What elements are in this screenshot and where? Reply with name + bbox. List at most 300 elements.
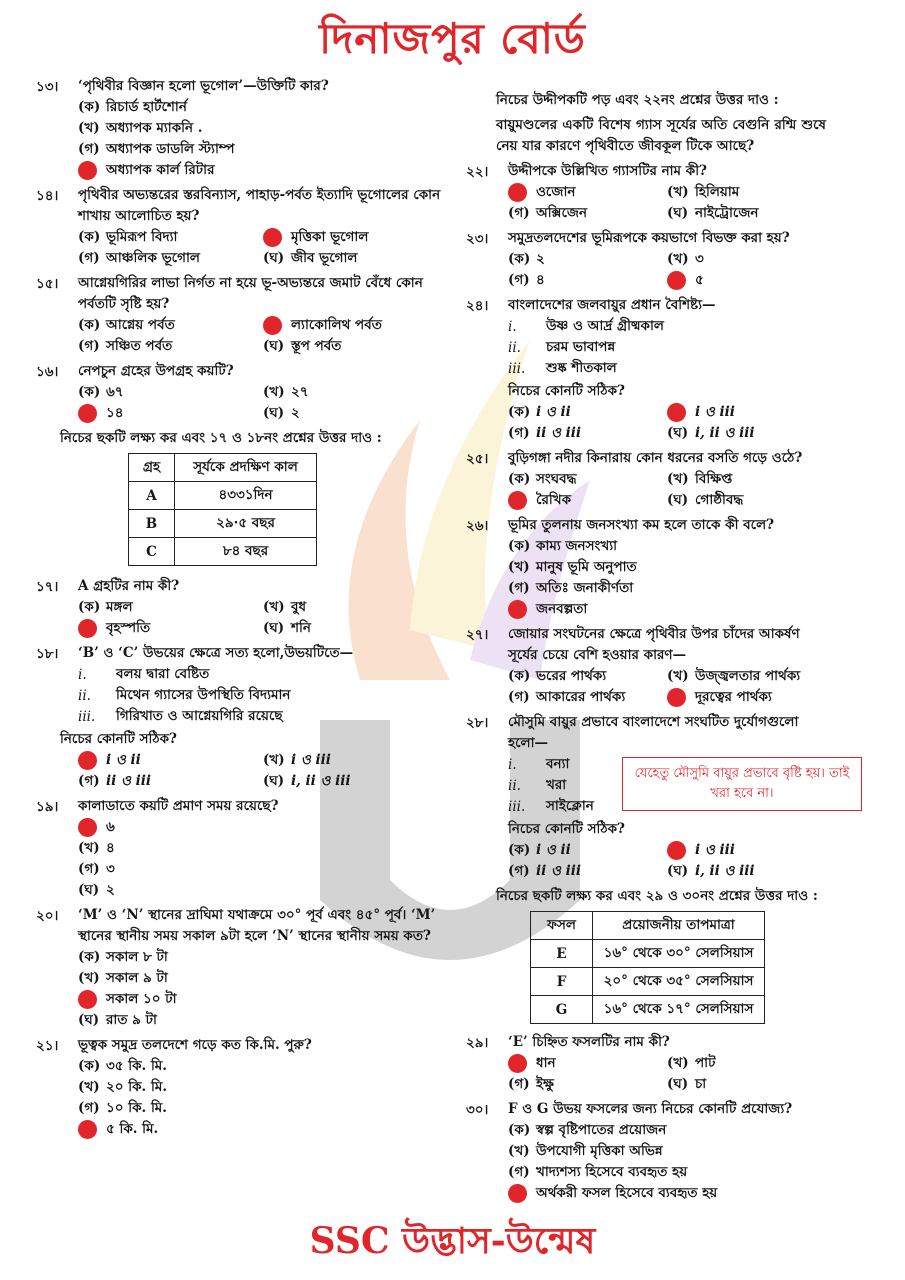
statement <box>508 316 826 337</box>
option[interactable] <box>667 1053 826 1074</box>
option[interactable] <box>263 771 448 792</box>
question-text: ‘E’ চিহ্নিত ফসলটির নাম কী? <box>508 1034 670 1050</box>
option-text: অধ্যাপক ম্যাকনি . <box>106 120 203 136</box>
option[interactable] <box>508 469 667 490</box>
option-marker: (খ) <box>78 120 100 136</box>
option[interactable] <box>263 618 448 639</box>
option[interactable] <box>667 203 826 224</box>
option-marker: (গ) <box>508 205 530 221</box>
option[interactable] <box>78 968 448 989</box>
question-number: ২১। <box>36 1038 59 1054</box>
sub-question: নিচের কোনটি সঠিক? <box>508 821 625 837</box>
option[interactable] <box>667 666 826 687</box>
question-21 <box>36 1035 448 1140</box>
option-correct[interactable] <box>78 160 448 181</box>
option-text: অক্সিজেন <box>536 205 588 221</box>
option[interactable] <box>508 203 667 224</box>
option-marker: (ঘ) <box>667 205 689 221</box>
question-text: ভূমির তুলনায় জনসংখ্যা কম হলে তাকে কী বলে? <box>508 517 775 533</box>
option-marker: (ক) <box>78 229 101 245</box>
statement-text: চরম ভাবাপন্ন <box>546 339 616 355</box>
statement-text: বন্যা <box>546 756 570 772</box>
statement-numeral: i. <box>78 666 87 683</box>
option-text: আকারের পার্থক্য <box>536 689 626 705</box>
question-text: আগ্নেয়গিরির লাভা নির্গত না হয়ে ভূ-অভ্যন্তরে জমাট বেঁধে কোন পর্বতটি সৃষ্টি হয়? <box>78 275 423 312</box>
option-text: উজ্জ্বলতার পার্থক্য <box>695 668 801 684</box>
option[interactable] <box>508 1162 826 1183</box>
option[interactable] <box>508 423 667 444</box>
option-text: ২ <box>536 251 545 267</box>
option-correct[interactable] <box>508 599 826 620</box>
option-text: পাট <box>695 1055 716 1071</box>
option[interactable] <box>78 1056 448 1077</box>
option[interactable] <box>508 402 667 423</box>
option[interactable] <box>78 838 448 859</box>
question-number: ২৭। <box>466 627 489 643</box>
option-text: সকাল ৮ টা <box>106 949 168 965</box>
table-row <box>531 996 765 1024</box>
option[interactable] <box>667 490 826 511</box>
table-cell: F <box>531 968 593 996</box>
option[interactable] <box>78 947 448 968</box>
option-marker: (ক) <box>508 404 531 420</box>
answer-dot-icon <box>78 160 106 181</box>
question-text: কালাডাতে কয়টি প্রমাণ সময় রয়েছে? <box>78 798 279 814</box>
option[interactable] <box>667 1074 826 1095</box>
option[interactable] <box>263 403 448 424</box>
option-marker: (খ) <box>508 559 530 575</box>
question-number: ১৯। <box>36 799 59 815</box>
table-row <box>129 510 317 538</box>
option[interactable] <box>508 578 826 599</box>
option[interactable] <box>508 270 667 291</box>
option[interactable] <box>78 248 263 269</box>
question-19 <box>36 796 448 901</box>
option-marker: (ঘ) <box>667 425 689 441</box>
option-text: মৃত্তিকা ভূগোল <box>291 229 369 245</box>
option[interactable] <box>508 861 667 882</box>
option-marker: (গ) <box>508 1164 530 1180</box>
option[interactable] <box>78 118 448 139</box>
table-cell: ৪৩৩১দিন <box>175 482 317 510</box>
option-marker: (গ) <box>508 425 530 441</box>
table-header: গ্রহ <box>129 454 175 482</box>
option-text: ii ও iii <box>106 773 151 789</box>
option[interactable] <box>263 382 448 403</box>
option[interactable] <box>508 557 826 578</box>
option-text: ৫ <box>695 272 704 288</box>
option-text: গোষ্ঠীবদ্ধ <box>695 492 744 508</box>
answer-dot-icon <box>508 599 536 620</box>
option[interactable] <box>667 861 826 882</box>
question-14 <box>36 185 448 269</box>
option-text: আগ্নেয় পর্বত <box>106 317 175 333</box>
statement-text: সাইক্লোন <box>546 798 594 814</box>
option-text: সকাল ১০ টা <box>106 991 177 1007</box>
planet-table <box>128 453 317 566</box>
option-text: অধ্যাপক কার্ল রিটার <box>106 162 215 178</box>
option-correct[interactable] <box>78 1119 448 1140</box>
question-17 <box>36 576 448 639</box>
option-marker: (গ) <box>78 861 100 877</box>
option-text: ওজোন <box>536 184 576 200</box>
option-text: সকাল ৯ টা <box>106 970 168 986</box>
option[interactable] <box>667 423 826 444</box>
option[interactable] <box>78 1077 448 1098</box>
question-number: ২৩। <box>466 231 489 247</box>
option[interactable] <box>78 1098 448 1119</box>
answer-dot-icon <box>667 840 695 861</box>
answer-dot-icon <box>667 687 695 708</box>
option-text: চা <box>695 1076 707 1092</box>
answer-dot-icon <box>78 618 106 639</box>
option[interactable] <box>78 771 263 792</box>
option-text: ৪ <box>106 840 115 856</box>
option[interactable] <box>263 597 448 618</box>
option-correct[interactable] <box>78 750 263 771</box>
question-text: F ও G উভয় ফসলের জন্য নিচের কোনটি প্রযোজ্য? <box>508 1101 793 1117</box>
answer-dot-icon <box>667 270 695 291</box>
option-text: অর্থকরী ফসল হিসেবে ব্যবহৃত হয় <box>536 1185 718 1201</box>
option-text: ৬ <box>106 819 115 835</box>
option[interactable] <box>508 249 667 270</box>
answer-dot-icon <box>667 402 695 423</box>
option-correct[interactable] <box>508 1053 667 1074</box>
question-number: ১৩। <box>36 79 59 95</box>
option[interactable] <box>508 1074 667 1095</box>
option-text: জনবল্পতা <box>536 601 588 617</box>
statement-numeral: ii. <box>78 687 91 704</box>
option-marker: (ক) <box>78 599 101 615</box>
stem-instruction: নিচের ছকটি লক্ষ্য কর এবং ১৭ ও ১৮নং প্রশ্নের উত্তর দাও : <box>60 430 382 446</box>
option-text: i ও iii <box>695 404 735 420</box>
option-correct[interactable] <box>667 687 826 708</box>
question-22 <box>466 161 826 224</box>
statement <box>78 664 448 685</box>
question-text: মৌসুমি বায়ুর প্রভাবে বাংলাদেশে সংঘটিত দুর্যোগগুলো হলো— <box>508 714 799 751</box>
table-row <box>531 940 765 968</box>
option[interactable] <box>508 1141 826 1162</box>
option[interactable] <box>78 139 448 160</box>
option[interactable] <box>263 750 448 771</box>
option-text: ২৭ <box>291 384 309 400</box>
question-13 <box>36 76 448 181</box>
table-cell: ২০° থেকে ৩৫° সেলসিয়াস <box>593 968 765 996</box>
option-text: সঞ্চিত পর্বত <box>106 338 173 354</box>
option-text: উপযোগী মৃত্তিকা অভিন্ন <box>536 1143 663 1159</box>
statement-text: শুষ্ক শীতকাল <box>546 360 617 376</box>
option-marker: (ক) <box>508 842 531 858</box>
option-correct[interactable] <box>78 618 263 639</box>
table-cell: B <box>129 510 175 538</box>
statement-numeral: ii. <box>508 777 521 794</box>
option-marker: (গ) <box>78 1100 100 1116</box>
option-correct[interactable] <box>78 989 448 1010</box>
option-text: দূরত্বের পার্থক্য <box>695 689 772 705</box>
option-marker: (ঘ) <box>78 1012 100 1028</box>
table-header: প্রয়োজনীয় তাপমাত্রা <box>593 912 765 940</box>
option-text: স্তূপ পর্বত <box>291 338 342 354</box>
option-correct[interactable] <box>667 840 826 861</box>
option-text: ভরের পার্থক্য <box>536 668 607 684</box>
answer-dot-icon <box>508 182 536 203</box>
option[interactable] <box>78 880 448 901</box>
option-text: খাদ্যশস্য হিসেবে ব্যবহৃত হয় <box>536 1164 688 1180</box>
option[interactable] <box>508 1120 826 1141</box>
question-number: ২৪। <box>466 298 489 314</box>
option-marker: (খ) <box>667 668 689 684</box>
option-text: হিলিয়াম <box>695 184 740 200</box>
option-text: i, ii ও iii <box>291 773 351 789</box>
statement-numeral: i. <box>508 756 517 773</box>
answer-dot-icon <box>78 403 106 424</box>
answer-dot-icon <box>78 1119 106 1140</box>
option-text: ইক্ষু <box>536 1076 554 1092</box>
option-text: বুধ <box>291 599 307 615</box>
option-text: ৩ <box>106 861 115 877</box>
sub-question: নিচের কোনটি সঠিক? <box>508 383 625 399</box>
right-column <box>466 86 826 1208</box>
option-text: ৬৭ <box>106 384 124 400</box>
option-correct[interactable] <box>78 403 263 424</box>
stem-instruction: নিচের ছকটি লক্ষ্য কর এবং ২৯ ও ৩০নং প্রশ্নের উত্তর দাও : <box>496 888 818 904</box>
answer-dot-icon <box>508 490 536 511</box>
question-text: নেপচুন গ্রহের উপগ্রহ কয়টি? <box>78 363 234 379</box>
statement-numeral: iii. <box>78 708 96 725</box>
option-marker: (খ) <box>78 970 100 986</box>
option-marker: (ঘ) <box>263 250 285 266</box>
option[interactable] <box>78 597 263 618</box>
answer-dot-icon <box>78 989 106 1010</box>
table-cell: E <box>531 940 593 968</box>
question-number: ২০। <box>36 908 59 924</box>
option-marker: (ঘ) <box>263 405 285 421</box>
question-text: ‘B’ ও ‘C’ উভয়ের ক্ষেত্রে সত্য হলো,উভয়টিতে— <box>78 645 354 661</box>
option-text: শনি <box>291 620 311 636</box>
option-text: ৩৫ কি. মি. <box>106 1058 168 1074</box>
option-marker: (খ) <box>508 1143 530 1159</box>
option-marker: (ক) <box>508 471 531 487</box>
option-marker: (গ) <box>508 580 530 596</box>
table-cell: C <box>129 538 175 566</box>
question-number: ২২। <box>466 164 489 180</box>
option-text: i, ii ও iii <box>695 863 755 879</box>
option-text: ধান <box>536 1055 556 1071</box>
option-correct[interactable] <box>508 182 667 203</box>
option-text: ১০ কি. মি. <box>106 1100 168 1116</box>
option[interactable] <box>667 469 826 490</box>
question-30 <box>466 1099 826 1204</box>
table-cell: ৮৪ বছর <box>175 538 317 566</box>
question-25 <box>466 448 826 511</box>
option[interactable] <box>78 97 448 118</box>
option[interactable] <box>667 249 826 270</box>
left-column <box>36 76 448 1144</box>
option[interactable] <box>78 1010 448 1031</box>
table-cell: ১৬° থেকে ৩০° সেলসিয়াস <box>593 940 765 968</box>
statement-text: গিরিখাত ও আগ্নেয়গিরি রয়েছে <box>116 708 283 724</box>
option[interactable] <box>508 687 667 708</box>
table-row <box>129 482 317 510</box>
option-marker: (গ) <box>78 250 100 266</box>
option-text: ২০ কি. মি. <box>106 1079 168 1095</box>
option[interactable] <box>667 182 826 203</box>
page-title: দিনাজপুর বোর্ড <box>319 14 586 63</box>
table-row <box>129 538 317 566</box>
option-text: ৩ <box>695 251 704 267</box>
option-text: i ও ii <box>536 404 571 420</box>
option-correct[interactable] <box>667 270 826 291</box>
option[interactable] <box>508 666 667 687</box>
question-15 <box>36 273 448 357</box>
option-text: স্বল্প বৃষ্টিপাতের প্রয়োজন <box>536 1122 667 1138</box>
option[interactable] <box>508 536 826 557</box>
explanation-note: যেহেতু মৌসুমি বায়ুর প্রভাবে বৃষ্টি হয়। তাই খরা হবে না। <box>622 757 862 811</box>
option-marker: (ক) <box>508 538 531 554</box>
option-marker: (ক) <box>78 384 101 400</box>
statement-text: খরা <box>546 777 567 793</box>
option-text: অতিঃ জনাকীর্ণতা <box>536 580 634 596</box>
option-marker: (খ) <box>263 384 285 400</box>
stimulus-text: বায়ুমণ্ডলের একটি বিশেষ গ্যাস সূর্যের অতি বেগুনি রশ্মি শুষে নেয় যার কারণে পৃথিবীতে জীবকূল টিকে আছে? <box>496 117 826 154</box>
option-marker: (গ) <box>78 141 100 157</box>
option[interactable] <box>263 248 448 269</box>
table-cell: G <box>531 996 593 1024</box>
option-marker: (খ) <box>263 752 285 768</box>
option-text: ৫ কি. মি. <box>106 1121 159 1137</box>
option-marker: (ক) <box>508 1122 531 1138</box>
option-correct[interactable] <box>263 315 448 336</box>
option-marker: (ক) <box>78 949 101 965</box>
stem-instruction: নিচের উদ্দীপকটি পড় এবং ২২নং প্রশ্নের উত্তর দাও : <box>496 92 779 108</box>
option[interactable] <box>78 859 448 880</box>
question-number: ১৭। <box>36 579 59 595</box>
question-number: ১৪। <box>36 188 59 204</box>
question-text: ‘পৃথিবীর বিজ্ঞান হলো ভূগোল’—উক্তিটি কার? <box>78 78 329 94</box>
option-marker: (খ) <box>667 1055 689 1071</box>
option-correct[interactable] <box>78 817 448 838</box>
question-text: পৃথিবীর অভ্যন্তরের স্তরবিন্যাস, পাহাড়-পর্বত ইত্যাদি ভূগোলের কোন শাখায় আলোচিত হয়? <box>78 187 441 224</box>
option-text: ii ও iii <box>536 863 581 879</box>
option-text: কাম্য জনসংখ্যা <box>536 538 618 554</box>
question-number: ১৬। <box>36 364 59 380</box>
table-header: ফসল <box>531 912 593 940</box>
option-correct[interactable] <box>508 490 667 511</box>
question-24 <box>466 295 826 444</box>
statement-numeral: iii. <box>508 798 526 815</box>
option-text: রৈখিক <box>536 492 572 508</box>
option-text: i ও ii <box>536 842 571 858</box>
option-marker: (গ) <box>78 773 100 789</box>
option-text: সংঘবদ্ধ <box>536 471 577 487</box>
option-marker: (গ) <box>508 1076 530 1092</box>
crop-table <box>530 911 765 1024</box>
question-text: উদ্দীপকে উল্লিখিত গ্যাসটির নাম কী? <box>508 163 707 179</box>
option[interactable] <box>78 315 263 336</box>
option-marker: (খ) <box>78 840 100 856</box>
question-text: জোয়ার সংঘটনের ক্ষেত্রে পৃথিবীর উপর চাঁদের আকর্ষণ সূর্যের চেয়ে বেশি হওয়ার কারণ— <box>508 626 800 663</box>
option-text: বিক্ষিপ্ত <box>695 471 733 487</box>
option-marker: (ক) <box>508 251 531 267</box>
option-text: ল্যাকোলিথ পর্বত <box>291 317 382 333</box>
table-cell: ১৬° থেকে ১৭° সেলসিয়াস <box>593 996 765 1024</box>
question-number: ৩০। <box>466 1102 489 1118</box>
option-marker: (খ) <box>263 599 285 615</box>
option-marker: (ক) <box>78 99 101 115</box>
statement-text: বলয় দ্বারা বেষ্টিত <box>116 666 210 682</box>
option-text: ৪ <box>536 272 545 288</box>
question-29 <box>466 1032 826 1095</box>
answer-dot-icon <box>78 817 106 838</box>
answer-dot-icon <box>263 315 291 336</box>
sub-question: নিচের কোনটি সঠিক? <box>60 731 177 747</box>
option[interactable] <box>78 227 263 248</box>
option-marker: (গ) <box>78 338 100 354</box>
option[interactable] <box>78 382 263 403</box>
option-text: i ও ii <box>106 752 141 768</box>
question-18 <box>36 643 448 792</box>
statement <box>508 337 826 358</box>
table-header: সূর্যকে প্রদক্ষিণ কাল <box>175 454 317 482</box>
option-marker: (ক) <box>508 668 531 684</box>
option-text: ভূমিরূপ বিদ্যা <box>106 229 178 245</box>
option-marker: (ঘ) <box>263 773 285 789</box>
option-marker: (ঘ) <box>667 492 689 508</box>
option-text: i ও iii <box>291 752 331 768</box>
option-marker: (খ) <box>667 251 689 267</box>
option-text: মানুষ ভূমি অনুপাত <box>536 559 637 575</box>
answer-dot-icon <box>263 227 291 248</box>
statement-numeral: i. <box>508 318 517 335</box>
option-marker: (ঘ) <box>263 620 285 636</box>
option-marker: (খ) <box>78 1079 100 1095</box>
statement-numeral: iii. <box>508 360 526 377</box>
option-correct[interactable] <box>263 227 448 248</box>
option-text: রাত ৯ টা <box>106 1012 157 1028</box>
option-marker: (ঘ) <box>263 338 285 354</box>
statement <box>78 685 448 706</box>
question-number: ২৫। <box>466 451 489 467</box>
answer-dot-icon <box>78 750 106 771</box>
option-text: জীব ভূগোল <box>291 250 358 266</box>
question-23 <box>466 228 826 291</box>
option-marker: (গ) <box>508 689 530 705</box>
option-marker: (ক) <box>78 1058 101 1074</box>
question-number: ১৮। <box>36 646 59 662</box>
option-correct[interactable] <box>667 402 826 423</box>
option-text: i, ii ও iii <box>695 425 755 441</box>
table-cell: A <box>129 482 175 510</box>
question-27 <box>466 624 826 708</box>
option-correct[interactable] <box>508 1183 826 1204</box>
option-marker: (খ) <box>667 184 689 200</box>
question-16 <box>36 361 448 424</box>
statement <box>508 358 826 379</box>
option[interactable] <box>263 336 448 357</box>
question-text: ‘M’ ও ‘N’ স্থানের দ্রাঘিমা যথাক্রমে ৩০° পূর্ব এবং ৪৫° পূর্ব। ‘M’ স্থানের স্থানীয় সময় সকাল ৯টা হলে ‘N’ স্থানের স্থানীয় সময় কত? <box>78 907 436 944</box>
option-text: বৃহস্পতি <box>106 620 151 636</box>
option[interactable] <box>508 840 667 861</box>
question-number: ১৫। <box>36 276 59 292</box>
question-26 <box>466 515 826 620</box>
statement-numeral: ii. <box>508 339 521 356</box>
question-text: A গ্রহটির নাম কী? <box>78 578 180 594</box>
option[interactable] <box>78 336 263 357</box>
answer-dot-icon <box>508 1183 536 1204</box>
question-text: বাংলাদেশের জলবায়ুর প্রধান বৈশিষ্ট্য— <box>508 297 716 313</box>
option-marker: (ক) <box>78 317 101 333</box>
question-number: ২৮। <box>466 715 489 731</box>
